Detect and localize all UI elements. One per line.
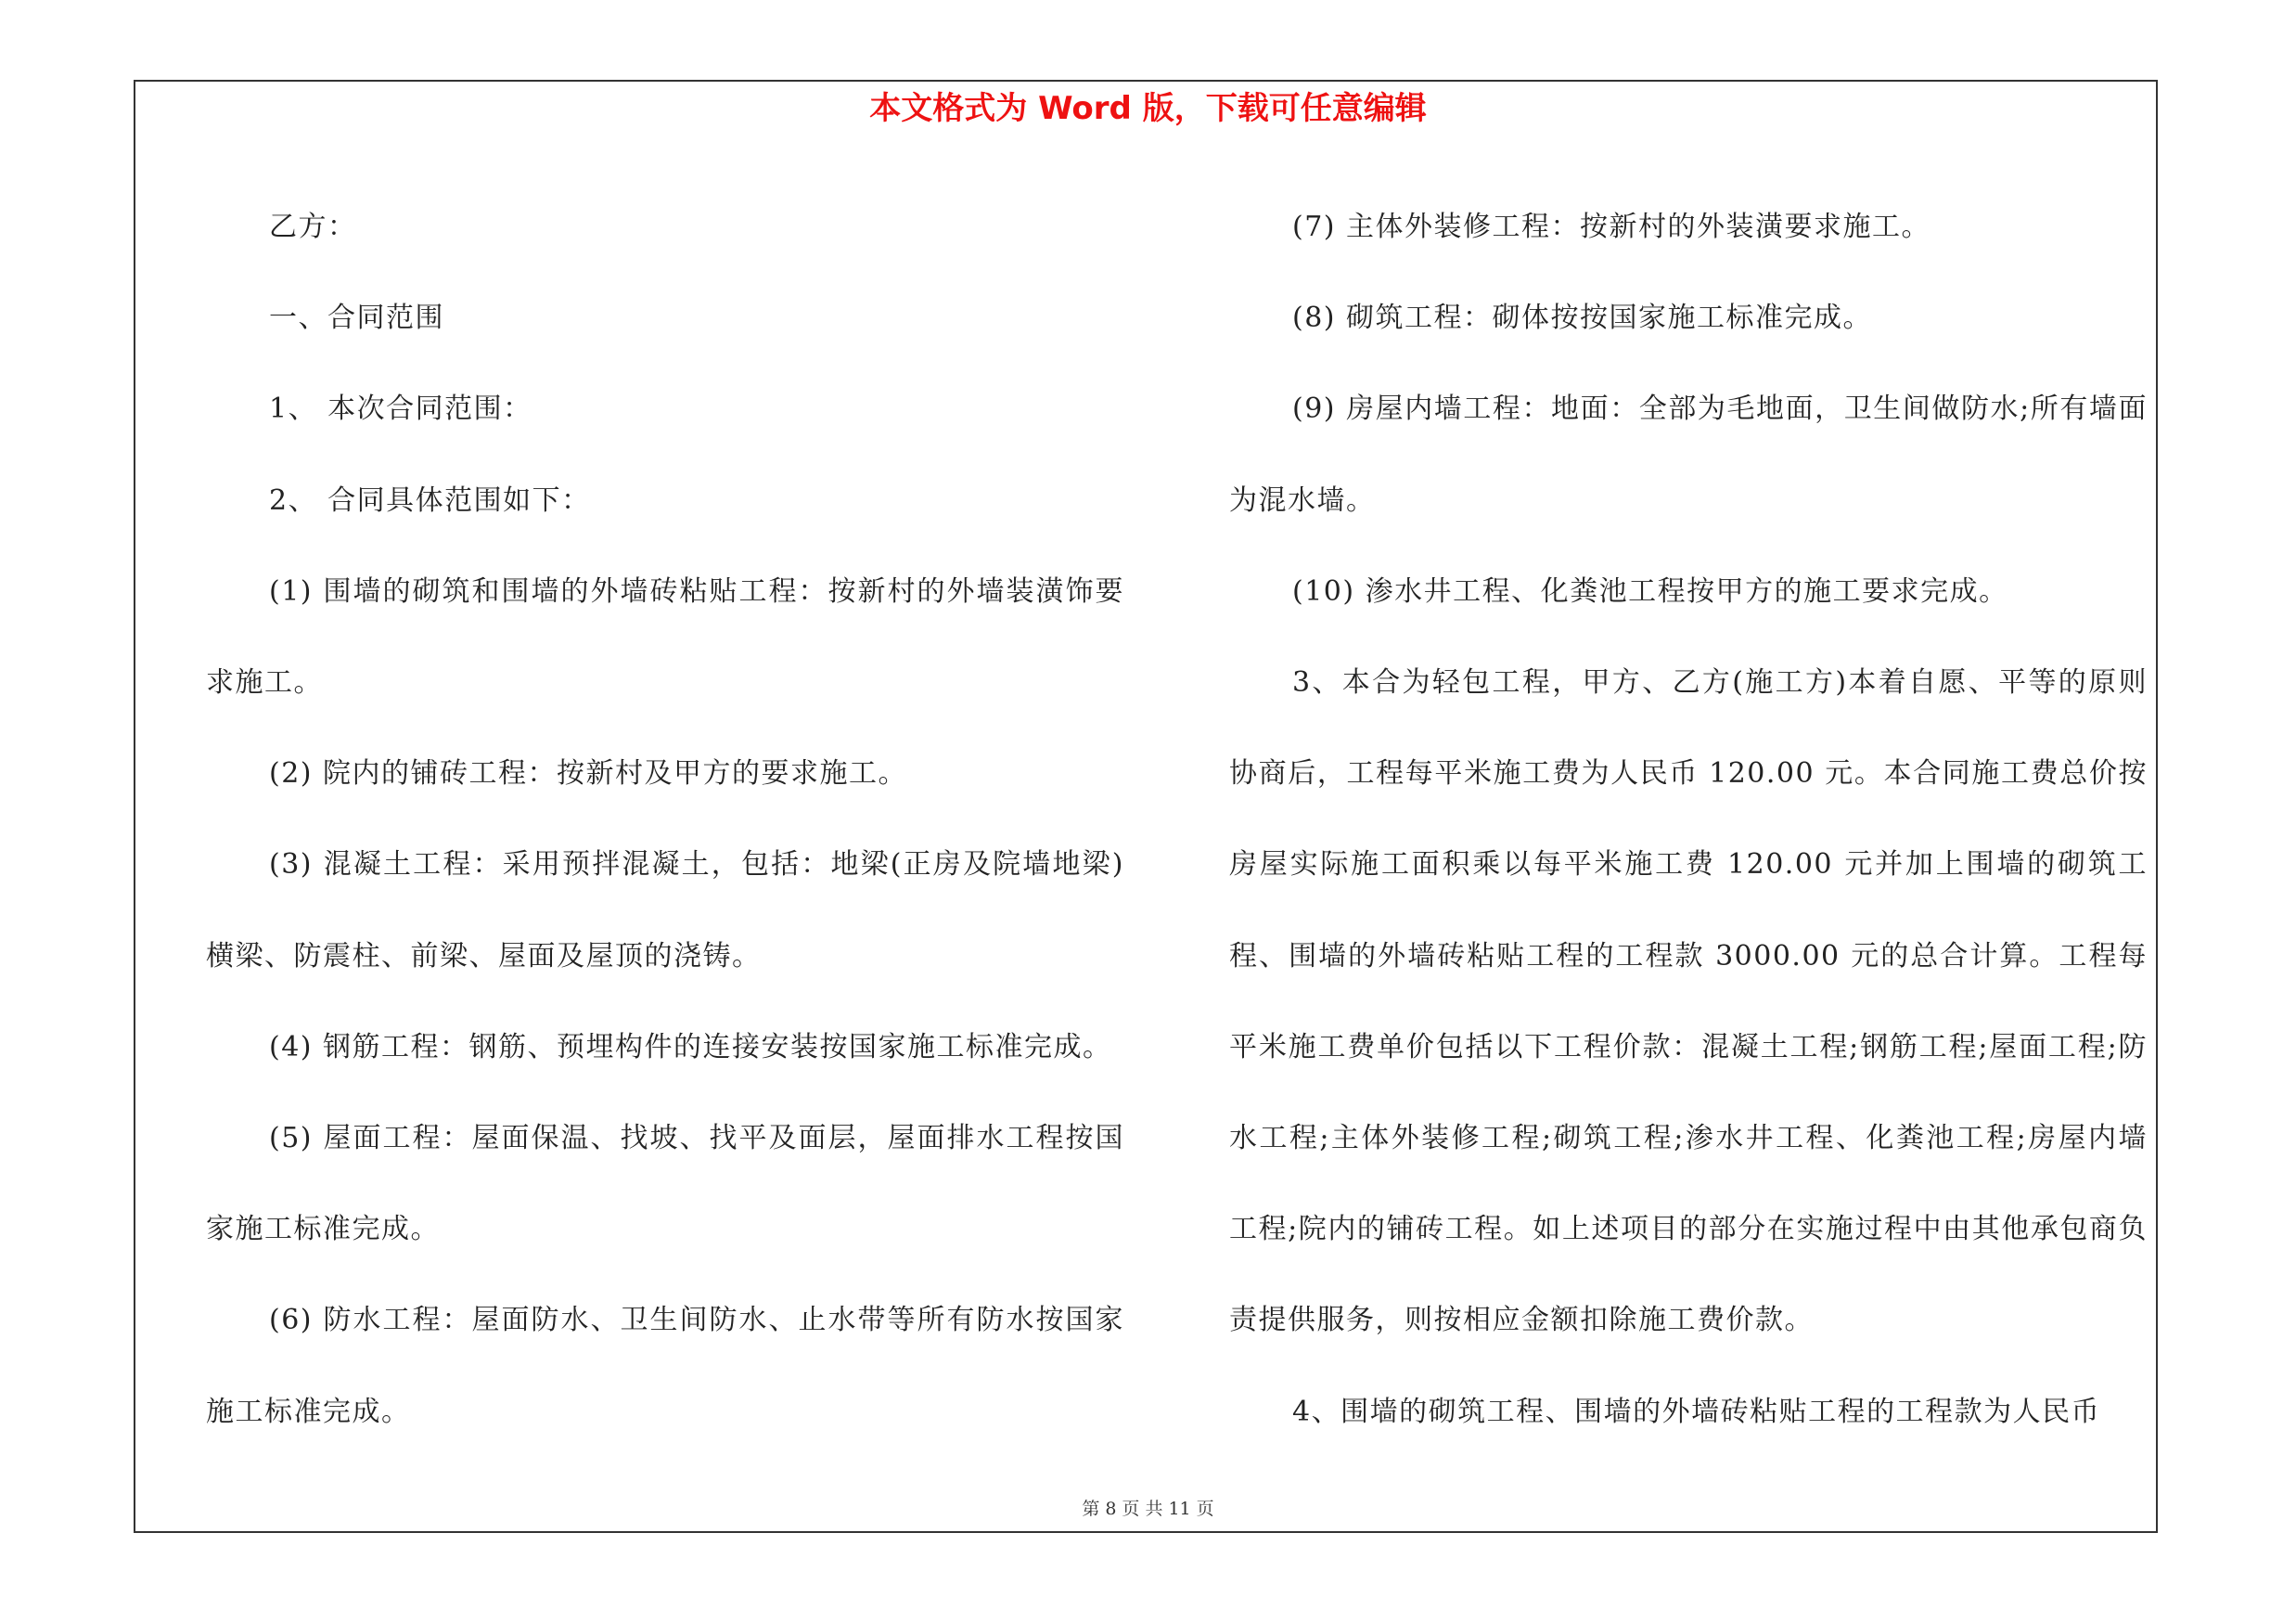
footer-suffix: 页 [1196, 1499, 1214, 1519]
paragraph: (4) 钢筋工程：钢筋、预埋构件的连接安装按国家施工标准完成。 [269, 1030, 1112, 1063]
paragraph: (10) 渗水井工程、化粪池工程按甲方的施工要求完成。 [1292, 574, 2008, 608]
paragraph: 2、 合同具体范围如下： [269, 483, 591, 517]
current-page-number: 8 [1105, 1499, 1117, 1519]
paragraph: (5) 屋面工程：屋面保温、找坡、找平及面层，屋面排水工程按国家施工标准完成。 [206, 1122, 1124, 1246]
paragraph: (7) 主体外装修工程：按新村的外装潢要求施工。 [1292, 211, 1931, 243]
paragraph: 乙方： [269, 211, 357, 243]
footer-middle: 页 共 [1122, 1499, 1163, 1519]
word-format-banner: 本文格式为 Word 版，下载可任意编辑 [869, 90, 1427, 127]
page-number-footer [0, 1496, 2296, 1522]
left-column [206, 182, 1124, 1458]
paragraph: 3、本合为轻包工程，甲方、乙方(施工方)本着自愿、平等的原则协商后，工程每平米施工费为人民币 120.00 元。本合同施工费总价按房屋实际施工面积乘以每平米施工费 120.00 元并加上围墙的砌筑工程、围墙的外墙砖粘贴工程的工程款 3000.00 元的总合计算。工程每平米施工费单价包括以下工程价款：混凝土工程;钢筋工程;屋面工程;防水工程;主体外装修工程;砌筑工程;渗水井工程、化粪池工程;房屋内墙工程;院内的铺砖工程。如上述项目的部分在实施过程中由其他承包商负责提供服务，则按相应金额扣除施工费价款。 [1229, 666, 2148, 1337]
paragraph: (2) 院内的铺砖工程：按新村及甲方的要求施工。 [269, 757, 908, 791]
paragraph: (9) 房屋内墙工程：地面：全部为毛地面，卫生间做防水;所有墙面为混水墙。 [1229, 393, 2148, 517]
paragraph: (8) 砌筑工程：砌体按按国家施工标准完成。 [1292, 302, 1873, 335]
paragraph: (1) 围墙的砌筑和围墙的外墙砖粘贴工程：按新村的外墙装潢饰要求施工。 [206, 574, 1124, 700]
paragraph: (3) 混凝土工程：采用预拌混凝土，包括：地梁(正房及院墙地梁)横梁、防震柱、前梁、屋面及屋顶的浇铸。 [206, 848, 1124, 973]
paragraph: 一、合同范围 [269, 302, 444, 335]
paragraph: 4、围墙的砌筑工程、围墙的外墙砖粘贴工程的工程款为人民币 [1292, 1395, 2101, 1428]
footer-prefix: 第 [1082, 1499, 1100, 1519]
paragraph: 1、 本次合同范围： [269, 393, 532, 426]
total-page-count: 11 [1168, 1499, 1191, 1519]
paragraph: (6) 防水工程：屋面防水、卫生间防水、止水带等所有防水按国家施工标准完成。 [206, 1304, 1124, 1428]
right-column [1229, 182, 2148, 1458]
